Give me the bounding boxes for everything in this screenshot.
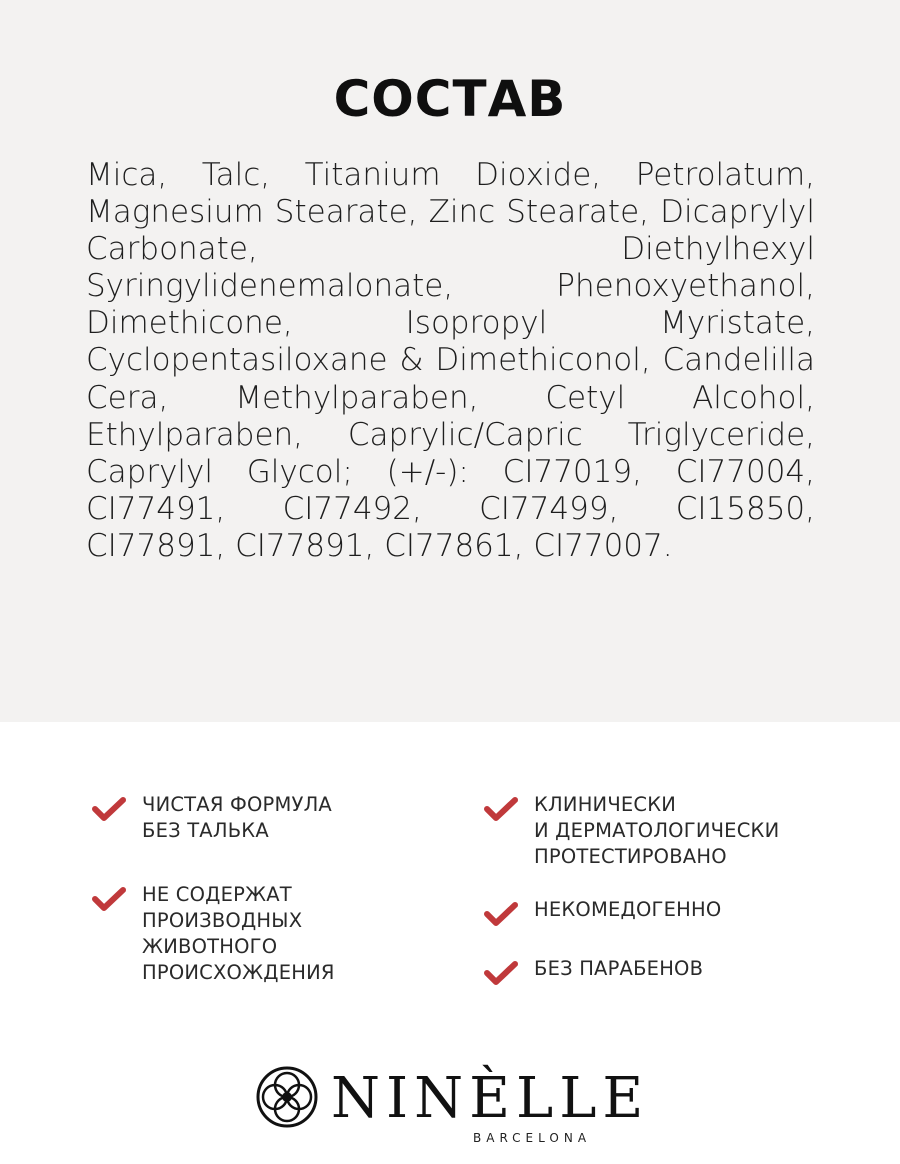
feature-label: НЕКОМЕДОГЕННО — [534, 898, 722, 921]
feature-label: БЕЗ ПАРАБЕНОВ — [534, 957, 704, 980]
feature-item — [484, 897, 721, 927]
brand-logo — [255, 1063, 650, 1153]
feature-label: НЕ СОДЕРЖАТ ПРОИЗВОДНЫХ ЖИВОТНОГО ПРОИСХОЖДЕНИЯ — [142, 883, 335, 984]
brand-subtitle: BARCELONA — [473, 1131, 592, 1145]
features-list — [0, 790, 900, 1010]
feature-label: ЧИСТАЯ ФОРМУЛА БЕЗ ТАЛЬКА — [142, 793, 332, 842]
feature-item — [92, 882, 335, 986]
feature-label: КЛИНИЧЕСКИ И ДЕРМАТОЛОГИЧЕСКИ ПРОТЕСТИРОВАНО — [534, 793, 780, 868]
brand-name: NINÈLLE — [331, 1066, 650, 1131]
check-icon — [484, 960, 518, 986]
flower-logo-icon — [255, 1065, 319, 1129]
feature-item — [484, 792, 779, 870]
ingredients-text: Mica, Talc, Titanium Dioxide, Petrolatum, Magnesium Stearate, Zinc Stearate, Dicaprylyl Carbonate, Diethylhexyl Syringylidenemalonate, Phenoxyethanol, Dimethicone, Isopropyl Myristate, Cyclopentasiloxane & Dimethiconol, Candelilla Cera, Methylparaben, Cetyl Alcohol, Ethylparaben, Caprylic/Capric Triglyceride, Caprylyl Glycol; (+/-): CI77019, CI77004, CI77491, CI77492, CI77499, CI15850, CI77891, CI77891, CI77861, CI77007. — [86, 157, 815, 564]
feature-item — [484, 956, 703, 986]
feature-item — [92, 792, 332, 844]
check-icon — [484, 796, 518, 822]
page-title: СОСТАВ — [333, 70, 567, 128]
check-icon — [484, 901, 518, 927]
check-icon — [92, 796, 126, 822]
check-icon — [92, 886, 126, 912]
